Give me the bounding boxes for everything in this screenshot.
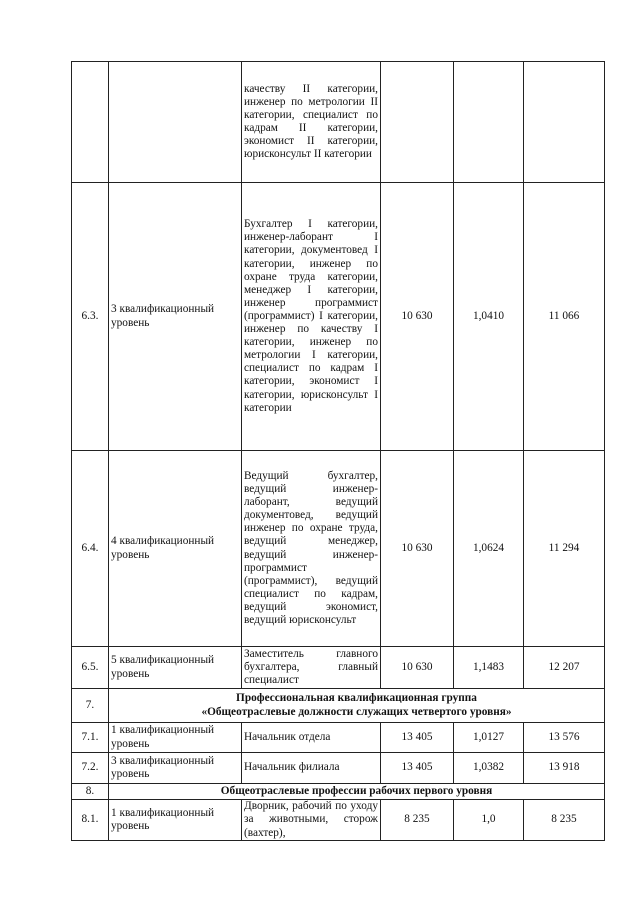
salary — [524, 62, 605, 183]
salary: 12 207 — [524, 647, 605, 689]
group-number: 7. — [72, 689, 109, 723]
salary: 8 235 — [524, 800, 605, 841]
positions-cell: Начальник филиала — [242, 753, 381, 784]
positions-cell: Дворник, рабочий по уходу за животными, сторож (вахтер), — [242, 800, 381, 841]
coefficient — [454, 62, 524, 183]
row-number: 7.1. — [72, 723, 109, 753]
base-salary — [381, 62, 454, 183]
group-title — [109, 689, 605, 723]
base-salary: 10 630 — [381, 647, 454, 689]
coefficient: 1,0410 — [454, 183, 524, 451]
positions-cell: Бухгалтер I категории, инженер-лаборант I категории, документовед I категории, инженер по охране труда категории, менеджер I категории, инженер программист (программист) I категории, инженер по качеству I категории, инженер по метрологии I категории, специалист по кадрам I категории, экономист I категории, юрисконсульт I категории — [242, 183, 381, 451]
table-row — [72, 753, 605, 784]
base-salary: 13 405 — [381, 753, 454, 784]
table-row — [72, 451, 605, 647]
group-title-line: Профессиональная квалификационная группа — [236, 692, 477, 705]
row-number: 6.3. — [72, 183, 109, 451]
base-salary: 10 630 — [381, 183, 454, 451]
row-number: 7.2. — [72, 753, 109, 784]
positions-cell: Начальник отдела — [242, 723, 381, 753]
table-row — [72, 183, 605, 451]
base-salary: 13 405 — [381, 723, 454, 753]
positions-cell: Заместитель главного бухгалтера, главный специалист — [242, 647, 381, 689]
qualification-level — [109, 62, 242, 183]
row-number: 8.1. — [72, 800, 109, 841]
qualification-level: 4 квалификационный уровень — [109, 451, 242, 647]
base-salary: 8 235 — [381, 800, 454, 841]
qualification-level: 5 квалификационный уровень — [109, 647, 242, 689]
qualification-level: 3 квалификационный уровень — [109, 183, 242, 451]
qualification-level: 1 квалификационный уровень — [109, 800, 242, 841]
salary: 13 918 — [524, 753, 605, 784]
table-row — [72, 723, 605, 753]
qualification-level: 3 квалификационный уровень — [109, 753, 242, 784]
qualification-level: 1 квалификационный уровень — [109, 723, 242, 753]
table-row — [72, 800, 605, 841]
group-header-row — [72, 689, 605, 723]
salary: 11 294 — [524, 451, 605, 647]
table-row — [72, 62, 605, 183]
row-number: 6.5. — [72, 647, 109, 689]
row-number: 6.4. — [72, 451, 109, 647]
table-row — [72, 647, 605, 689]
row-number — [72, 62, 109, 183]
coefficient: 1,0 — [454, 800, 524, 841]
group-number: 8. — [72, 784, 109, 800]
group-title: Общеотраслевые профессии рабочих первого уровня — [109, 784, 605, 800]
salary: 13 576 — [524, 723, 605, 753]
positions-cell: качеству II категории, инженер по метрологии II категории, специалист по кадрам II категории, экономист II категории, юрисконсульт II категории — [242, 62, 381, 183]
salary-table — [71, 61, 605, 841]
group-header-row — [72, 784, 605, 800]
group-title-line: «Общеотраслевые должности служащих четвертого уровня» — [201, 705, 512, 718]
coefficient: 1,1483 — [454, 647, 524, 689]
positions-cell: Ведущий бухгалтер, ведущий инженер-лаборант, ведущий документовед, ведущий инженер по охране труда, ведущий менеджер, ведущий инженер-программист (программист), ведущий специалист по кадрам, ведущий экономист, ведущий юрисконсульт — [242, 451, 381, 647]
base-salary: 10 630 — [381, 451, 454, 647]
coefficient: 1,0624 — [454, 451, 524, 647]
coefficient: 1,0127 — [454, 723, 524, 753]
coefficient: 1,0382 — [454, 753, 524, 784]
salary: 11 066 — [524, 183, 605, 451]
